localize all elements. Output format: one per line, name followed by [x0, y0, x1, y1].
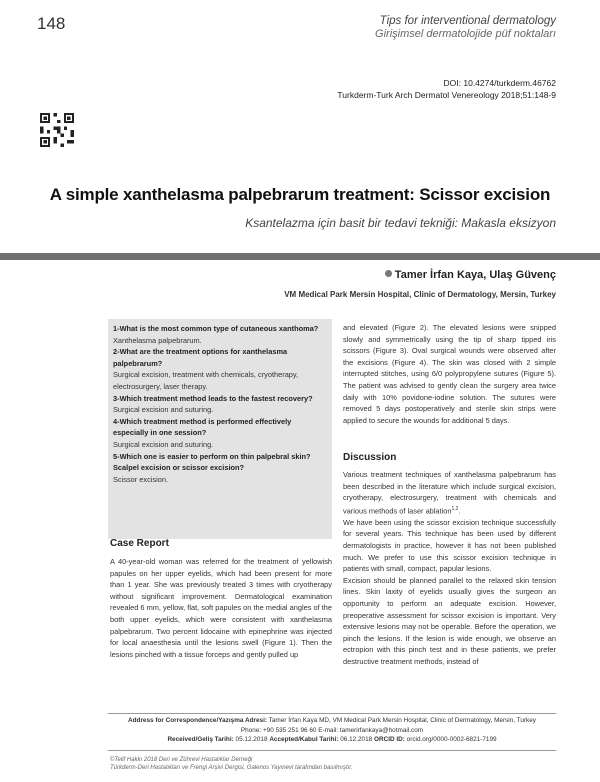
footer	[110, 756, 353, 772]
qa-question: 1-What is the most common type of cutaneous xanthoma?	[113, 324, 319, 333]
citation-ref: 1,2	[451, 505, 459, 512]
page-number: 148	[37, 14, 66, 33]
title-divider-band	[0, 253, 600, 260]
qa-list	[113, 323, 328, 485]
case-report-continued	[343, 322, 556, 426]
article-subtitle: Ksantelazma için basit bir tedavi tekniği: Makasla eksizyon	[245, 216, 556, 230]
qr-code-icon	[40, 113, 74, 147]
qa-answer: Surgical excision, treatment with chemicals, cryotherapy, electrosurgery, laser therapy.	[113, 370, 299, 391]
journal-section-title: Tips for interventional dermatology	[379, 15, 556, 27]
discussion-paragraph: Excision should be planned parallel to the relaxed skin tension lines. Skin laxity of eyelids usually gives the surgeon an opportunity to perform an adequate excision. However, preoperative assessment for scissor excision is important. Very extensive lesions may not be operable. Before the operation, we pinch the lesions. If the lesion is wide enough, we observe an ectropion with this pinch test and in these patients, we prefer destructive treatment methods, instead of	[343, 575, 556, 666]
qa-question: 2-What are the treatment options for xanthelasma palpebrarum?	[113, 347, 288, 368]
discussion-paragraph: We have been using the scissor excision technique successfully for several years. This technique has been used by different dermatologists in practice, however it has not been published much. We prefer to use this scissor excision technique in patients with small, compact, papular lesions.	[343, 517, 556, 574]
footer-divider	[108, 750, 556, 751]
author-line	[385, 269, 556, 281]
discussion-paragraph: Various treatment techniques of xanthelasma palpebrarum has been described in the literature which include surgical excision, cryotherapy, electrosurgery, treatment with chemicals and various methods of laser ablation$^{1,2}$.	[343, 470, 556, 516]
qa-question: 3-Which treatment method leads to the fastest recovery?	[113, 393, 313, 403]
correspondence-contact: Phone: +90 535 251 96 60 E-mail: tamerirfankaya@hotmail.com	[240, 726, 424, 734]
citation: Turkderm-Turk Arch Dermatol Venereology 2018;51:148-9	[337, 90, 556, 100]
qa-question: 4-Which treatment method is performed effectively especially in one session?	[113, 416, 292, 438]
qa-question: 5-Which one is easier to perform on thin palpebral skin? Scalpel excision or scissor excision?	[113, 451, 311, 473]
qa-answer: Scissor excision.	[113, 474, 169, 484]
publisher-note: Türkderm-Deri Hastalıkları ve Frengi Arşivi Dergisi, Galenos Yayınevi tarafından basılmıştır.	[110, 765, 353, 771]
case-report-heading: Case Report	[110, 538, 169, 549]
case-report-paragraph: A 40-year-old woman was referred for the treatment of yellowish papules on her upper eyelids, which had been present for more than 1 year. She was previously treated 3 times with cryotherapy without significant improvement. Dermatological examination revealed 6 mm, yellow, flat, soft papules on the medial angles of the both upper eyelids, which were consistent with xanthelasma palpebrarum. Two percent lidocaine with epinephrine was injected for local anaesthesia until the lesions swell (Figure 1). Then the lesions pinched with a tissue forceps and gently pulled up	[110, 557, 332, 659]
case-report-paragraph: and elevated (Figure 2). The elevated lesions were snipped slowly and symmetrically using the tip of sharp tipped iris scissors (Figure 3). Oval surgical wounds were observed after the excisions (Figure 4). The skin was closed with 2 simple interrupted stitches, using 6/0 polypropylene sutures (Figure 5). The patient was advised to gently clean the surgery area twice daily with 10% povidone-iodine solution. The sutures were removed 5 days postoperatively and sterile skin strips were applied to secure the wounds for additional 5 days.	[343, 323, 556, 425]
authors: Tamer İrfan Kaya, Ulaş Güvenç	[394, 269, 556, 281]
journal-header	[375, 15, 556, 41]
copyright: ©Telif Hakkı 2018 Deri ve Zührevi Hastalıklar Derneği	[110, 757, 253, 763]
affiliation: VM Medical Park Mersin Hospital, Clinic of Dermatology, Mersin, Turkey	[284, 290, 556, 299]
orcid-icon	[385, 270, 392, 277]
journal-section-subtitle: Girişimsel dermatolojide püf noktaları	[375, 28, 556, 40]
case-report-text	[110, 556, 332, 660]
doi-block	[337, 77, 556, 101]
article-title: A simple xanthelasma palpebrarum treatment: Scissor excision	[49, 185, 551, 204]
doi: DOI: 10.4274/turkderm.46762	[443, 78, 556, 88]
discussion-heading: Discussion	[343, 452, 397, 463]
qa-answer: Xanthelasma palpebrarum.	[113, 335, 202, 345]
correspondence-divider	[108, 713, 556, 714]
discussion-text	[343, 469, 556, 668]
qa-answer: Surgical excision and suturing.	[113, 405, 214, 415]
qa-answer: Surgical excision and suturing.	[113, 439, 214, 449]
correspondence-block: Address for Correspondence/Yazışma Adresi: Tamer İrfan Kaya MD, VM Medical Park Mersin Hospital, Clinic of Dermatology, Mersin, Turkey Phone: +90 535 251 96 60 E-mail: tamerirfankaya@hotmail.com Received/Geliş Tarihi: 05.12.2018 Accepted/Kabul Tarihi: 06.12.2018 ORCID ID: orcid.org/0000-0002-6821-7199	[108, 716, 556, 745]
